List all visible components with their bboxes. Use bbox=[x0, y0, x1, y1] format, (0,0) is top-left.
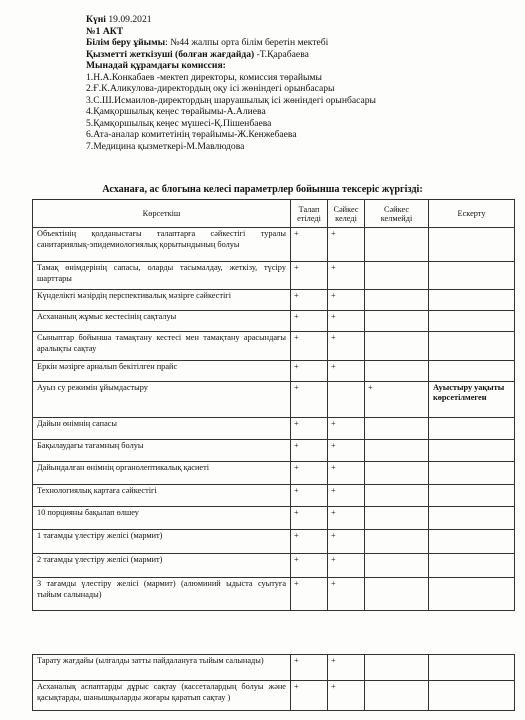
compliant-cell: + bbox=[328, 507, 365, 530]
required-cell: + bbox=[291, 530, 328, 554]
col-header-noncompliant: Сәйкес келмейді bbox=[365, 200, 429, 228]
noncompliant-cell bbox=[365, 418, 429, 440]
compliant-cell: + bbox=[328, 361, 365, 382]
required-cell: + bbox=[291, 681, 328, 711]
required-cell: + bbox=[291, 361, 328, 382]
note-cell bbox=[429, 507, 515, 530]
required-cell: + bbox=[291, 440, 328, 462]
inspection-table bbox=[32, 199, 515, 611]
date-value: 19.09.2021 bbox=[108, 14, 152, 25]
inspection-table-continued bbox=[32, 654, 515, 711]
required-cell: + bbox=[291, 655, 328, 681]
indicator-cell: Күнделікті мәзірдің перспективалық мәзірге сәйкестігі bbox=[33, 290, 291, 311]
required-cell: + bbox=[291, 485, 328, 507]
indicator-cell: Тарату жағдайы (ылғалды затты пайдалануға тыйым салынады) bbox=[33, 655, 291, 681]
required-cell: + bbox=[291, 228, 328, 262]
compliant-cell: + bbox=[328, 485, 365, 507]
noncompliant-cell bbox=[365, 462, 429, 485]
table-row bbox=[33, 462, 515, 485]
noncompliant-cell bbox=[365, 578, 429, 611]
note-cell bbox=[429, 311, 515, 332]
commission-member: 6.Ата-аналар комитетінің төрайымы-Ж.Кенжебаева bbox=[86, 129, 297, 140]
compliant-cell: + bbox=[328, 655, 365, 681]
compliant-cell: + bbox=[328, 418, 365, 440]
indicator-cell: 1 тағамды үлестіру желісі (мармит) bbox=[33, 530, 291, 554]
table-row bbox=[33, 578, 515, 611]
org-label: Білім беру ұйымы bbox=[86, 37, 166, 48]
indicator-cell: Технологиялық картаға сәйкестігі bbox=[33, 485, 291, 507]
required-cell: + bbox=[291, 462, 328, 485]
table-row bbox=[33, 382, 515, 418]
note-cell bbox=[429, 361, 515, 382]
commission-member: 7.Медицина қызметкері-М.Мавлюдова bbox=[86, 140, 245, 152]
noncompliant-cell bbox=[365, 530, 429, 554]
required-cell: + bbox=[291, 382, 328, 418]
noncompliant-cell bbox=[365, 655, 429, 681]
commission-member: 1.Н.А.Конкабаев -мектеп директоры, комиссия төрайымы bbox=[86, 71, 322, 83]
required-cell: + bbox=[291, 262, 328, 290]
note-cell bbox=[429, 440, 515, 462]
noncompliant-cell bbox=[365, 361, 429, 382]
table-row bbox=[33, 655, 515, 681]
table-header-row bbox=[33, 200, 515, 228]
indicator-cell: Дайын өнімнің сапасы bbox=[33, 418, 291, 440]
indicator-cell: Тамақ өнімдерінің сапасы, оларды тасымалдау, жеткізу, түсіру шарттары bbox=[33, 262, 291, 290]
note-cell bbox=[429, 262, 515, 290]
note-cell bbox=[429, 228, 515, 262]
commission-title: Мынадай құрамдағы комиссия: bbox=[86, 60, 226, 71]
note-cell bbox=[429, 681, 515, 711]
org-line bbox=[86, 37, 376, 49]
note-cell bbox=[429, 462, 515, 485]
indicator-cell: Бақылаудағы тағамның болуы bbox=[33, 440, 291, 462]
service-line bbox=[86, 49, 376, 61]
col-header-indicator: Көрсеткіш bbox=[33, 200, 291, 228]
required-cell: + bbox=[291, 578, 328, 611]
table-row bbox=[33, 228, 515, 262]
indicator-cell: Дайындалған өнімнің органолептикалық қасиеті bbox=[33, 462, 291, 485]
compliant-cell: + bbox=[328, 554, 365, 578]
indicator-cell: Сыныптар бойынша тамақтану кестесі мен тамақтану арасындағы аралықты сақтау bbox=[33, 332, 291, 361]
service-label: Қызметті жеткізуші (болған жағдайда) bbox=[86, 48, 255, 60]
required-cell: + bbox=[291, 554, 328, 578]
compliant-cell bbox=[328, 382, 365, 418]
noncompliant-cell bbox=[365, 228, 429, 262]
required-cell: + bbox=[291, 311, 328, 332]
act-number: №1 АКТ bbox=[86, 25, 124, 37]
required-cell: + bbox=[291, 418, 328, 440]
service-value: -Т.Қарабаева bbox=[254, 48, 309, 60]
compliant-cell: + bbox=[328, 578, 365, 611]
noncompliant-cell: + bbox=[365, 382, 429, 418]
indicator-cell: Асханалық аспаптарды дұрыс сақтау (кассеталардың болуы және қасықтарды, шанышқыларды жоғары қаратып сақтау ) bbox=[33, 681, 291, 711]
compliant-cell: + bbox=[328, 681, 365, 711]
noncompliant-cell bbox=[365, 681, 429, 711]
compliant-cell: + bbox=[328, 228, 365, 262]
table-row bbox=[33, 440, 515, 462]
col-header-note: Ескерту bbox=[429, 200, 515, 228]
note-cell: Ауыстыру уақыты көрсетілмеген bbox=[429, 382, 515, 418]
compliant-cell: + bbox=[328, 440, 365, 462]
note-cell bbox=[429, 485, 515, 507]
compliant-cell: + bbox=[328, 290, 365, 311]
commission-member: 5.Қамқоршылық кеңес мүшесі-Қ.Пішенбаева bbox=[86, 117, 272, 129]
noncompliant-cell bbox=[365, 554, 429, 578]
col-header-required: Талап етіледі bbox=[291, 200, 328, 228]
required-cell: + bbox=[291, 507, 328, 530]
table-row bbox=[33, 507, 515, 530]
indicator-cell: 10 порцияны бақылап өлшеу bbox=[33, 507, 291, 530]
note-cell bbox=[429, 554, 515, 578]
noncompliant-cell bbox=[365, 262, 429, 290]
org-value: : №44 жалпы орта білім беретін мектебі bbox=[165, 37, 329, 48]
required-cell: + bbox=[291, 290, 328, 311]
indicator-cell: Еркін мәзірге арналып бекітілген прайс bbox=[33, 361, 291, 382]
date-line bbox=[86, 14, 376, 26]
compliant-cell: + bbox=[328, 530, 365, 554]
table-row bbox=[33, 681, 515, 711]
compliant-cell: + bbox=[328, 262, 365, 290]
indicator-cell: Асхананың жұмыс кестесінің сақталуы bbox=[33, 311, 291, 332]
table-row bbox=[33, 554, 515, 578]
indicator-cell: Ауыз су режимін ұйымдастыру bbox=[33, 382, 291, 418]
commission-member: 2.Ғ.К.Аликулова-директордың оқу ісі жөніндегі орынбасары bbox=[86, 83, 335, 94]
noncompliant-cell bbox=[365, 485, 429, 507]
table-row bbox=[33, 530, 515, 554]
note-cell bbox=[429, 418, 515, 440]
table-row bbox=[33, 361, 515, 382]
noncompliant-cell bbox=[365, 440, 429, 462]
table-row bbox=[33, 418, 515, 440]
act-header bbox=[86, 14, 376, 152]
indicator-cell: Объектінің қолданыстағы талаптарға сәйкестігі туралы санитариялық-эпидемиологиялық қорытындының болуы bbox=[33, 228, 291, 262]
note-cell bbox=[429, 290, 515, 311]
note-cell bbox=[429, 578, 515, 611]
required-cell: + bbox=[291, 332, 328, 361]
noncompliant-cell bbox=[365, 332, 429, 361]
noncompliant-cell bbox=[365, 507, 429, 530]
compliant-cell: + bbox=[328, 311, 365, 332]
indicator-cell: 2 тағамды үлестіру желісі (мармит) bbox=[33, 554, 291, 578]
note-cell bbox=[429, 530, 515, 554]
table-row bbox=[33, 262, 515, 290]
note-cell bbox=[429, 332, 515, 361]
table-row bbox=[33, 485, 515, 507]
table-row bbox=[33, 332, 515, 361]
col-header-compliant: Сәйкес келеді bbox=[328, 200, 365, 228]
compliant-cell: + bbox=[328, 332, 365, 361]
note-cell bbox=[429, 655, 515, 681]
noncompliant-cell bbox=[365, 290, 429, 311]
compliant-cell: + bbox=[328, 462, 365, 485]
table-row bbox=[33, 290, 515, 311]
table-row bbox=[33, 311, 515, 332]
date-label: Күні bbox=[86, 14, 106, 25]
noncompliant-cell bbox=[365, 311, 429, 332]
commission-member: 4.Қамқоршылық кеңес төрайымы-А.Алиева bbox=[86, 106, 266, 117]
indicator-cell: 3 тағамды үлестіру желісі (мармит) (алюминий ыдыста суытуға тыйым салынады) bbox=[33, 578, 291, 611]
commission-member: 3.С.Ш.Исмаилов-директордың шаруашылық ісі жөніндегі орынбасары bbox=[86, 94, 377, 106]
section-heading: Асханаға, ас блогына келесі параметрлер бойынша тексеріс жүргізді: bbox=[102, 184, 423, 195]
